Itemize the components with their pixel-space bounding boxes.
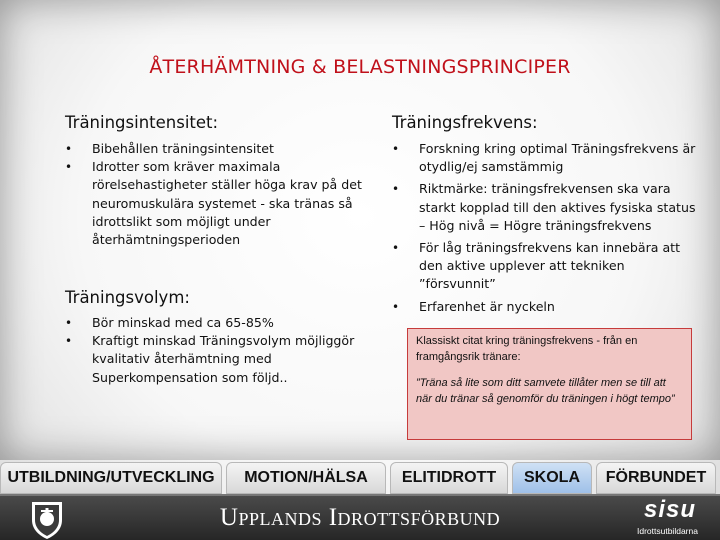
volume-heading: Träningsvolym: <box>65 288 190 307</box>
tab-elitidrott[interactable]: ELITIDROTT <box>390 462 508 494</box>
tab-skola[interactable]: SKOLA <box>512 462 592 494</box>
list-item: • För låg träningsfrekvens kan innebära att den aktive upplever att tekniken ”försvunnit” <box>392 239 702 294</box>
tab-utbildning[interactable]: UTBILDNING/UTVECKLING <box>0 462 222 494</box>
list-item: • Idrotter som kräver maximala rörelsehastigheter ställer höga krav på det neuromuskulära systemet - ska tränas så idrottslikt som möjligt under återhämtningsperioden <box>65 158 375 249</box>
frequency-list <box>392 140 702 320</box>
list-item: • Erfarenhet är nyckeln <box>392 298 702 316</box>
footer-title: Upplands Idrottsförbund <box>219 504 501 531</box>
intensity-heading: Träningsintensitet: <box>65 113 219 132</box>
list-item: • Riktmärke: träningsfrekvensen ska vara starkt kopplad till den aktives fysiska status – Hög nivå = Högre träningsfrekvens <box>392 180 702 235</box>
tab-motion-halsa[interactable]: MOTION/HÄLSA <box>226 462 386 494</box>
quote-box <box>407 328 692 440</box>
volume-list <box>65 314 365 387</box>
quote-text: ”Träna så lite som ditt samvete tillåter men se till att när du tränar så genomför du träningen i högt tempo” <box>416 377 675 405</box>
list-item: • Bibehållen träningsintensitet <box>65 140 375 158</box>
crest-icon <box>28 498 66 540</box>
nav-bar <box>0 462 720 494</box>
sisu-logo-word: sisu <box>644 496 697 523</box>
quote-heading: Klassiskt citat kring träningsfrekvens - från en framgångsrik tränare: <box>416 335 638 363</box>
slide-title: ÅTERHÄMTNING & BELASTNINGSPRINCIPER <box>149 56 571 78</box>
sisu-logo <box>634 496 714 540</box>
list-item: • Kraftigt minskad Träningsvolym möjliggör kvalitativ återhämtning med Superkompensation som följd.. <box>65 332 365 387</box>
tab-forbundet[interactable]: FÖRBUNDET <box>596 462 716 494</box>
intensity-list <box>65 140 375 249</box>
list-item: • Bör minskad med ca 65-85% <box>65 314 365 332</box>
frequency-heading: Träningsfrekvens: <box>392 113 538 132</box>
footer <box>0 494 720 540</box>
sisu-logo-sub: Idrottsutbildarna <box>637 526 698 536</box>
list-item: • Forskning kring optimal Träningsfrekvens är otydlig/ej samstämmig <box>392 140 702 176</box>
